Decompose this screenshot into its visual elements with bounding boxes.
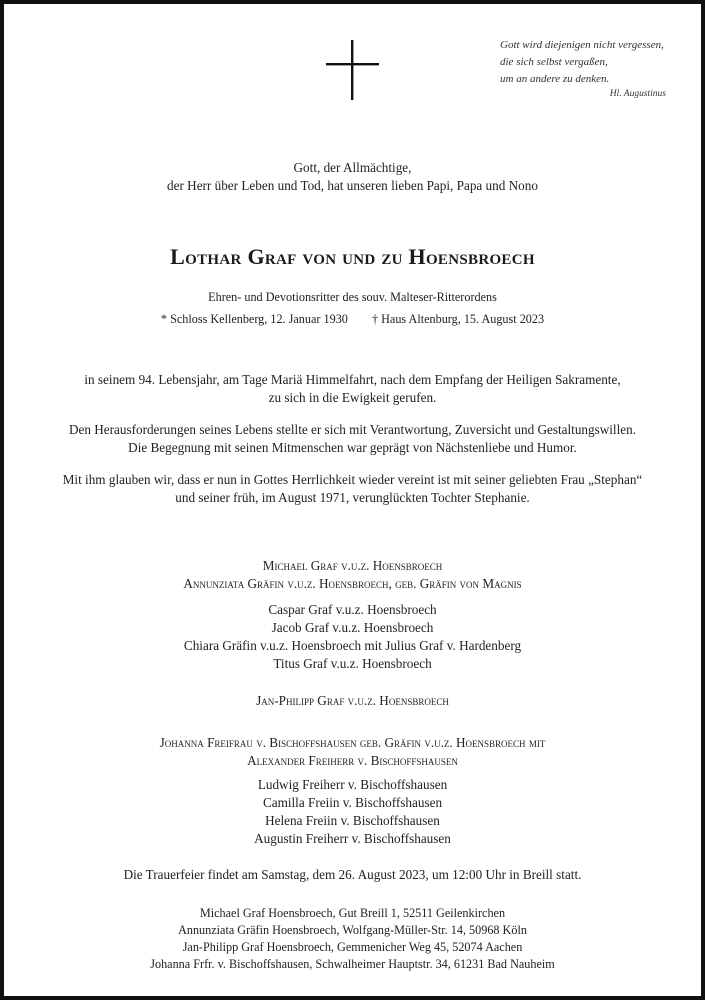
deceased-title: Ehren- und Devotionsritter des souv. Malteser-Ritterordens [208,290,497,304]
quote-block [500,37,670,103]
family-group-3-head [0,734,705,770]
intro-line: der Herr über Leben und Tod, hat unseren lieben Papi, Papa und Nono [167,178,538,193]
paragraph-3 [0,471,705,507]
paragraph-line: in seinem 94. Lebensjahr, am Tage Mariä Himmelfahrt, nach dem Empfang der Heiligen Sakramente, [84,372,621,387]
family-member: Annunziata Gräfin v.u.z. Hoensbroech, geb. Gräfin von Magnis [183,576,522,591]
birth-date: * Schloss Kellenberg, 12. Januar 1930 [160,312,348,326]
paragraph-1 [0,371,705,407]
quote-line: um an andere zu denken. [500,73,610,85]
quote-line: die sich selbst vergaßen, [500,56,608,68]
family-member: Chiara Gräfin v.u.z. Hoensbroech mit Julius Graf v. Hardenberg [183,638,522,653]
family-member: Johanna Freifrau v. Bischoffshausen geb. Gräfin v.u.z. Hoensbroech mit [159,735,546,750]
paragraph-line: Die Begegnung mit seinen Mitmenschen war geprägt von Nächstenliebe und Humor. [128,440,577,455]
paragraph-line: zu sich in die Ewigkeit gerufen. [268,390,437,405]
address-line: Johanna Frfr. v. Bischoffshausen, Schwalheimer Hauptstr. 34, 61231 Bad Nauheim [150,957,555,971]
family-group-1-head [0,557,705,593]
quote-author: Hl. Augustinus [609,89,666,99]
family-member: Helena Freiin v. Bischoffshausen [265,813,440,828]
funeral-info: Die Trauerfeier findet am Samstag, dem 26. August 2023, um 12:00 Uhr in Breill statt. [123,867,582,882]
family-member: Titus Graf v.u.z. Hoensbroech [273,656,432,671]
address-list [0,905,705,973]
address-line: Annunziata Gräfin Hoensbroech, Wolfgang-Müller-Str. 14, 50968 Köln [178,923,527,937]
family-member: Jan-Philipp Graf v.u.z. Hoensbroech [256,693,449,708]
paragraph-2 [0,421,705,457]
intro-text [0,159,705,195]
address-line: Michael Graf Hoensbroech, Gut Breill 1, 52511 Geilenkirchen [199,906,506,920]
quote-line: Gott wird diejenigen nicht vergessen, [500,39,664,51]
family-group-2-head [0,692,705,710]
paragraph-line: Mit ihm glauben wir, dass er nun in Gottes Herrlichkeit wieder vereint ist mit seiner geliebten Frau „Stephan“ [62,472,643,487]
family-member: Michael Graf v.u.z. Hoensbroech [262,558,443,573]
cross-icon [326,40,379,100]
family-member: Camilla Freiin v. Bischoffshausen [262,795,443,810]
deceased-name: Lothar Graf von und zu Hoensbroech [170,244,535,269]
death-date: † Haus Altenburg, 15. August 2023 [371,312,545,326]
family-member: Caspar Graf v.u.z. Hoensbroech [268,602,437,617]
paragraph-line: Den Herausforderungen seines Lebens stellte er sich mit Verantwortung, Zuversicht und Gestaltungswillen. [68,422,637,437]
paragraph-line: und seiner früh, im August 1971, verunglückten Tochter Stephanie. [175,490,530,505]
family-member: Ludwig Freiherr v. Bischoffshausen [257,777,448,792]
family-member: Augustin Freiherr v. Bischoffshausen [254,831,451,846]
family-group-1-children [0,601,705,673]
family-group-3-children [0,776,705,848]
family-member: Jacob Graf v.u.z. Hoensbroech [271,620,434,635]
family-member: Alexander Freiherr v. Bischoffshausen [247,753,458,768]
life-dates [0,311,705,328]
address-line: Jan-Philipp Graf Hoensbroech, Gemmenicher Weg 45, 52074 Aachen [182,940,523,954]
intro-line: Gott, der Allmächtige, [293,160,412,175]
